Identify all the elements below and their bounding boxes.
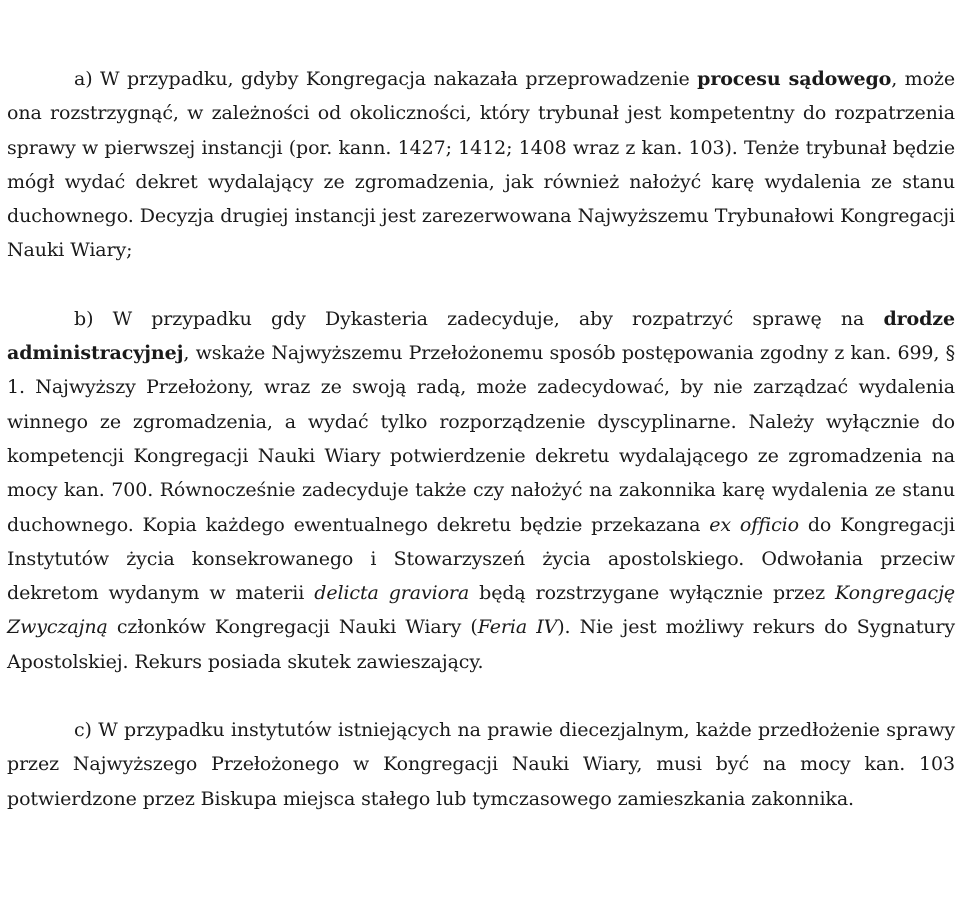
document-page xyxy=(7,62,955,816)
paragraph-b xyxy=(7,302,955,679)
paragraph-a-text-2: , może ona rozstrzygnąć, w zależności od okoliczności, który trybunał jest kompetentny do rozpatrzenia sprawy w pierwszej instancji (por. kann. 1427; 1412; 1408 wraz z kan. 103). Tenże trybunał będzie mógł wydać dekret wydalający ze zgromadzenia, jak również nałożyć karę wydalenia ze stanu duchownego. Decyzja drugiej instancji jest zarezerwowana Najwyższemu Trybunałowi Kongregacji Nauki Wiary; xyxy=(7,68,955,262)
paragraph-c xyxy=(7,713,955,816)
paragraph-a-bold-term: procesu sądowego xyxy=(697,68,892,90)
paragraph-b-italic-ex-officio: ex officio xyxy=(709,513,799,536)
paragraph-b-text-5: członków Kongregacji Nauki Wiary ( xyxy=(107,616,478,639)
paragraph-b-text-3: do Kongregacji Instytutów życia konsekrowanego i Stowarzyszeń życia apostolskiego. Odwołania przeciw dekretom wydanym w materii xyxy=(7,513,955,605)
paragraph-c-text: c) W przypadku instytutów istniejących na prawie diecezjalnym, każde przedłożenie sprawy przez Najwyższego Przełożonego w Kongregacji Nauki Wiary, musi być na mocy kan. 103 potwierdzone przez Biskupa miejsca stałego lub tymczasowego zamieszkania zakonnika. xyxy=(7,719,955,810)
paragraph-b-italic-kongregacja-zwyczajna: Kongregację Zwyczajną xyxy=(7,582,956,639)
paragraph-b-text-6: ). Nie jest możliwy rekurs do Sygnatury Apostolskiej. Rekurs posiada skutek zawieszający. xyxy=(7,616,955,673)
paragraph-a xyxy=(7,62,955,268)
paragraph-b-text-2: , wskaże Najwyższemu Przełożonemu sposób postępowania zgodny z kan. 699, § 1. Najwyższy Przełożony, wraz ze swoją radą, może zadecydować, by nie zarządzać wydalenia winnego ze zgromadzenia, a wydać tylko rozporządzenie dyscyplinarne. Należy wyłącznie do kompetencji Kongregacji Nauki Wiary potwierdzenie dekretu wydalającego ze zgromadzenia na mocy kan. 700. Równocześnie zadecyduje także czy nałożyć na zakonnika karę wydalenia ze stanu duchownego. Kopia każdego ewentualnego dekretu będzie przekazana xyxy=(7,342,955,536)
paragraph-b-bold-term: drodze administracyjnej xyxy=(7,307,955,365)
paragraph-b-italic-delicta-graviora: delicta graviora xyxy=(314,582,470,605)
paragraph-b-text-4: będą rozstrzygane wyłącznie przez xyxy=(469,582,835,605)
paragraph-b-italic-feria-iv: Feria IV xyxy=(477,616,558,639)
paragraph-b-text-1: b) W przypadku gdy Dykasteria zadecyduje, aby rozpatrzyć sprawę na xyxy=(74,307,884,330)
paragraph-a-text-1: a) W przypadku, gdyby Kongregacja nakazała przeprowadzenie xyxy=(74,68,698,90)
